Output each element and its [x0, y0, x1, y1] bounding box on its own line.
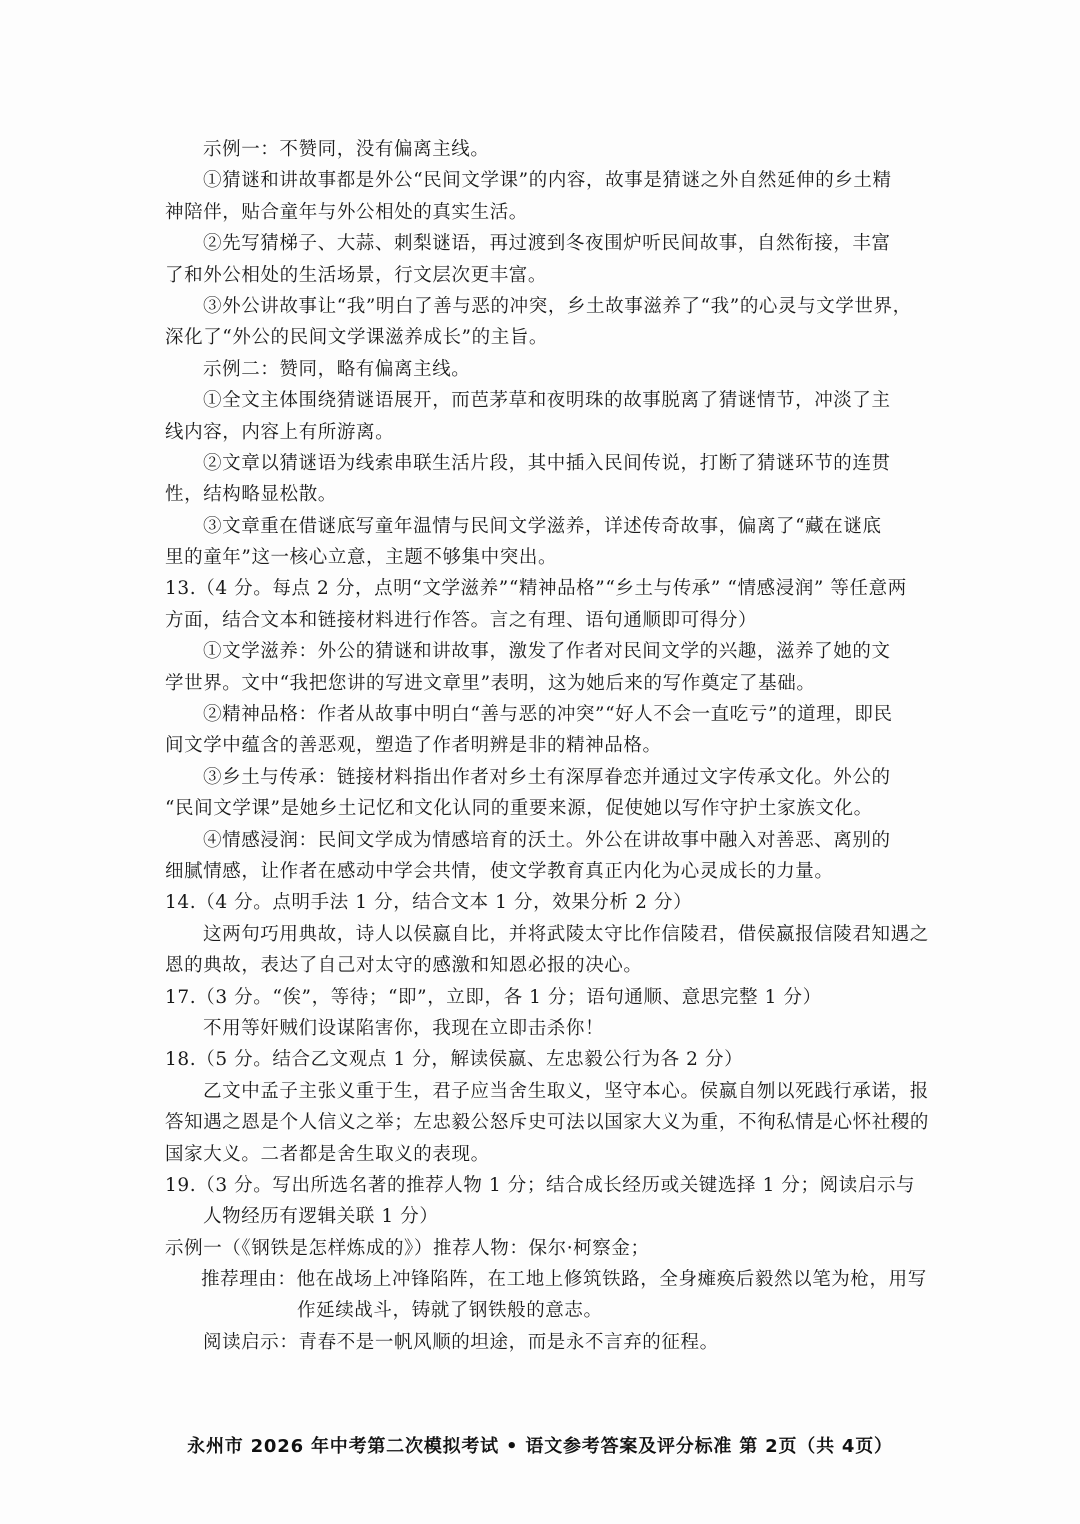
text-line: 恩的典故，表达了自己对太守的感激和知恩必报的决心。	[165, 955, 643, 977]
text-line: 里的童年”这一核心立意，主题不够集中突出。	[165, 547, 558, 569]
text-line: 方面，结合文本和链接材料进行作答。言之有理、语句通顺即可得分）	[165, 609, 758, 631]
text-line: 线内容，内容上有所游离。	[165, 421, 395, 443]
text-line: 推荐理由：他在战场上冲锋陷阵，在工地上修筑铁路，全身瘫痪后毅然以笔为枪，用写	[201, 1269, 927, 1291]
text-line: ①全文主体围绕猜谜语展开，而芭茅草和夜明珠的故事脱离了猜谜情节，冲淡了主	[203, 390, 891, 412]
text-line: 13.（4 分。每点 2 分，点明“文学滋养”“精神品格”“乡土与传承” “情感浸润” 等任意两	[165, 578, 907, 600]
text-line: 乙文中孟子主张义重于生，君子应当舍生取义，坚守本心。侯嬴自刎以死践行承诺，报	[203, 1080, 929, 1102]
text-line: 18.（5 分。结合乙文观点 1 分，解读侯嬴、左忠毅公行为各 2 分）	[165, 1049, 744, 1071]
text-line: ②精神品格：作者从故事中明白“善与恶的冲突”“好人不会一直吃亏”的道理，即民	[203, 704, 893, 726]
text-line: 间文学中蕴含的善恶观，塑造了作者明辨是非的精神品格。	[165, 735, 662, 757]
text-line: 示例一（《钢铁是怎样炼成的》）推荐人物：保尔·柯察金；	[165, 1237, 650, 1259]
text-line: 阅读启示：青春不是一帆风顺的坦途，而是永不言弃的征程。	[203, 1331, 719, 1353]
text-line: 17.（3 分。“俟”，等待；“即”，立即，各 1 分；语句通顺、意思完整 1 分）	[165, 986, 822, 1008]
text-line: ④情感浸润：民间文学成为情感培育的沃土。外公在讲故事中融入对善恶、离别的	[203, 829, 891, 851]
text-line: 了和外公相处的生活场景，行文层次更丰富。	[165, 264, 548, 286]
text-line: 学世界。文中“我把您讲的写进文章里”表明，这为她后来的写作奠定了基础。	[165, 672, 816, 694]
text-line: 人物经历有逻辑关联 1 分）	[203, 1206, 439, 1228]
text-line: 答知遇之恩是个人信义之举；左忠毅公怒斥史可法以国家大义为重，不徇私情是心怀社稷的	[165, 1112, 930, 1134]
text-line: ①猜谜和讲故事都是外公“民间文学课”的内容，故事是猜谜之外自然延伸的乡土精	[203, 170, 892, 192]
text-line: 深化了“外公的民间文学课滋养成长”的主旨。	[165, 327, 549, 349]
text-line: 不用等奸贼们设谋陷害你，我现在立即击杀你！	[203, 1017, 605, 1039]
text-line: ①文学滋养：外公的猜谜和讲故事，激发了作者对民间文学的兴趣，滋养了她的文	[203, 641, 891, 663]
text-line: “民间文学课”是她乡土记忆和文化认同的重要来源，促使她以写作守护土家族文化。	[165, 798, 873, 820]
text-line: 国家大义。二者都是舍生取义的表现。	[165, 1143, 490, 1165]
text-line: ③外公讲故事让“我”明白了善与恶的冲突，乡土故事滋养了“我”的心灵与文学世界，	[203, 295, 912, 317]
text-line: ③乡土与传承：链接材料指出作者对乡土有深厚眷恋并通过文字传承文化。外公的	[203, 766, 891, 788]
text-line: 示例二：赞同，略有偏离主线。	[203, 358, 471, 380]
text-line: ②文章以猜谜语为线索串联生活片段，其中插入民间传说，打断了猜谜环节的连贯	[203, 452, 891, 474]
text-line: 示例一：不赞同，没有偏离主线。	[203, 139, 490, 160]
text-line: 这两句巧用典故，诗人以侯嬴自比，并将武陵太守比作信陵君，借侯嬴报信陵君知遇之	[203, 923, 929, 945]
text-line: 14.（4 分。点明手法 1 分，结合文本 1 分，效果分析 2 分）	[165, 892, 693, 914]
text-line: 作延续战斗，铸就了钢铁般的意志。	[297, 1300, 603, 1322]
text-line: ③文章重在借谜底写童年温情与民间文学滋养，详述传奇故事，偏离了“藏在谜底	[203, 515, 882, 537]
text-line: 神陪伴，贴合童年与外公相处的真实生活。	[165, 201, 528, 223]
answer-content	[165, 134, 930, 1358]
text-line: ②先写猜梯子、大蒜、刺梨谜语，再过渡到冬夜围炉听民间故事，自然衔接，丰富	[203, 233, 891, 255]
text-line: 性，结构略显松散。	[165, 484, 337, 506]
page-footer: 永州市 2026 年中考第二次模拟考试 • 语文参考答案及评分标准 第 2页（共 4页）	[187, 1436, 893, 1457]
text-line: 细腻情感，让作者在感动中学会共情，使文学教育真正内化为心灵成长的力量。	[165, 860, 834, 882]
text-line: 19.（3 分。写出所选名著的推荐人物 1 分；结合成长经历或关键选择 1 分；阅读启示与	[165, 1174, 916, 1196]
